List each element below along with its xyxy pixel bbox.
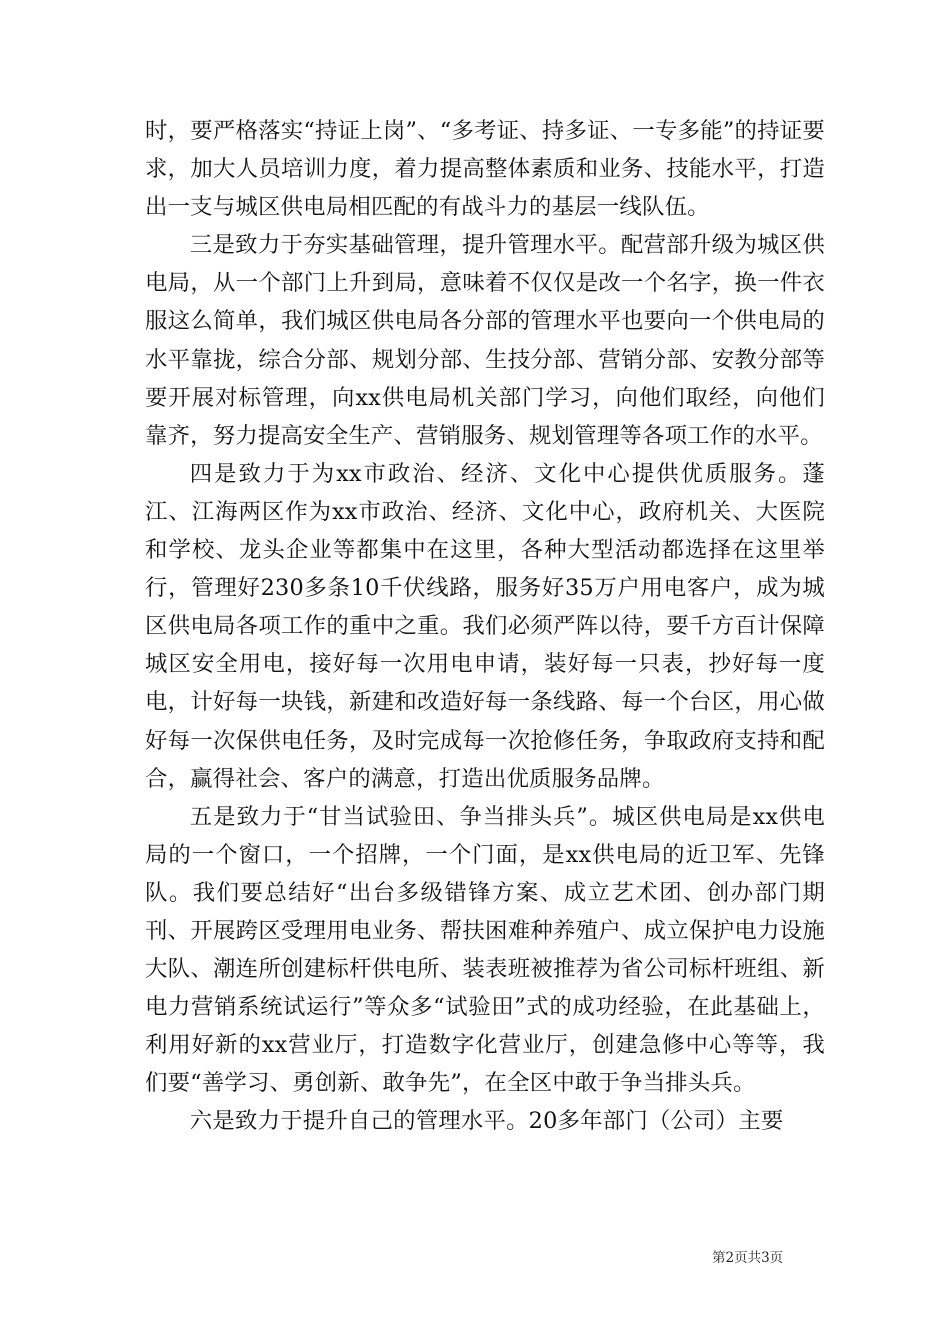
page-number: 第2页共3页 [712, 1250, 784, 1266]
paragraph-point-4: 四是致力于为xx市政治、经济、文化中心提供优质服务。蓬江、江海两区作为xx市政治、经济、文化中心，政府机关、大医院和学校、龙头企业等都集中在这里，各种大型活动都选择在这里举行，管理好230多条10千伏线路，服务好35万户用电客户，成为城区供电局各项工作的重中之重。我们必须严阵以待，要千方百计保障城区安全用电，接好每一次用电申请，装好每一只表，抄好每一度电，计好每一块钱，新建和改造好每一条线路、每一个台区，用心做好每一次保供电任务，及时完成每一次抢修任务，争取政府支持和配合，赢得社会、客户的满意，打造出优质服务品牌。 [145, 460, 825, 792]
document-body [145, 112, 825, 1141]
paragraph-point-6: 六是致力于提升自己的管理水平。20多年部门（公司）主要 [189, 1108, 784, 1135]
paragraph-continued: 时，要严格落实“持证上岗”、“多考证、持多证、一专多能”的持证要求，加大人员培训力度，着力提高整体素质和业务、技能水平，打造出一支与城区供电局相匹配的有战斗力的基层一线队伍。 [145, 118, 825, 221]
paragraph-point-5: 五是致力于“甘当试验田、争当排头兵”。城区供电局是xx供电局的一个窗口，一个招牌，一个门面，是xx供电局的近卫军、先锋队。我们要总结好“出台多级错锋方案、成立艺术团、创办部门期刊、开展跨区受理用电业务、帮扶困难种养殖户、成立保护电力设施大队、潮连所创建标杆供电所、装表班被推荐为省公司标杆班组、新电力营销系统试运行”等众多“试验田”式的成功经验，在此基础上，利用好新的xx营业厅，打造数字化营业厅，创建急修中心等等，我们要“善学习、勇创新、敢争先”，在全区中敢于争当排头兵。 [145, 803, 825, 1097]
paragraph-point-3: 三是致力于夯实基础管理，提升管理水平。配营部升级为城区供电局，从一个部门上升到局，意味着不仅仅是改一个名字，换一件衣服这么简单，我们城区供电局各分部的管理水平也要向一个供电局的水平靠拢，综合分部、规划分部、生技分部、营销分部、安教分部等要开展对标管理，向xx供电局机关部门学习，向他们取经，向他们靠齐，努力提高安全生产、营销服务、规划管理等各项工作的水平。 [145, 232, 825, 449]
